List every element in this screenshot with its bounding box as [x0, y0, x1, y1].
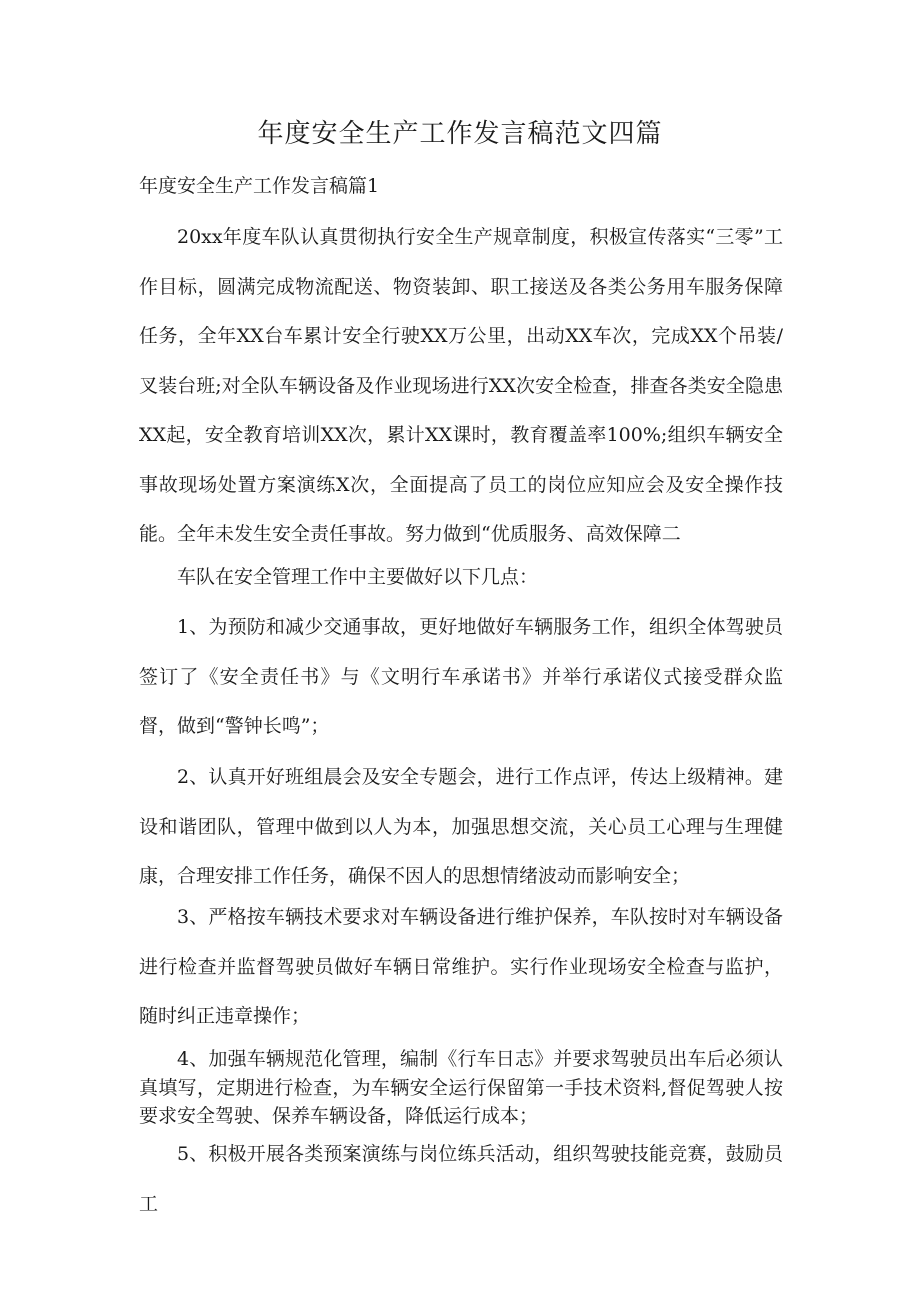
section-title: 年度安全生产工作发言稿篇1 — [139, 175, 380, 197]
paragraph-item-1: 1、为预防和减少交通事故，更好地做好车辆服务工作，组织全体驾驶员签订了《安全责任书》与《文明行车承诺书》并举行承诺仪式接受群众监督，做到“警钟长鸣”； — [139, 616, 783, 737]
paragraph-item-4: 4、加强车辆规范化管理，编制《行车日志》并要求驾驶员出车后必须认真填写，定期进行检查，为车辆安全运行保留第一手技术资料,督促驾驶人按要求安全驾驶、保养车辆设备，降低运行成本； — [139, 1048, 783, 1127]
document-title: 年度安全生产工作发言稿范文四篇 — [257, 119, 663, 149]
paragraph-summary-lead: 车队在安全管理工作中主要做好以下几点： — [177, 566, 539, 588]
paragraph-item-5: 5、积极开展各类预案演练与岗位练兵活动，组织驾驶技能竞赛，鼓励员工 — [139, 1143, 783, 1215]
paragraph-item-2: 2、认真开好班组晨会及安全专题会，进行工作点评，传达上级精神。建设和谐团队，管理中做到以人为本，加强思想交流，关心员工心理与生理健康，合理安排工作任务，确保不因人的思想情绪波动而影响安全； — [139, 766, 783, 887]
paragraph-item-3: 3、严格按车辆技术要求对车辆设备进行维护保养，车队按时对车辆设备进行检查并监督驾驶员做好车辆日常维护。实行作业现场安全检查与监护，随时纠正违章操作； — [139, 906, 783, 1027]
paragraph-intro: 20xx年度车队认真贯彻执行安全生产规章制度，积极宣传落实“三零”工作目标，圆满完成物流配送、物资装卸、职工接送及各类公务用车服务保障任务，全年XX台车累计安全行驶XX万公里，出动XX车次，完成XX个吊装/叉装台班;对全队车辆设备及作业现场进行XX次安全检查，排查各类安全隐患XX起，安全教育培训XX次，累计XX课时，教育覆盖率100%;组织车辆安全事故现场处置方案演练X次，全面提高了员工的岗位应知应会及安全操作技能。全年未发生安全责任事故。努力做到“优质服务、高效保障二 — [139, 226, 783, 545]
